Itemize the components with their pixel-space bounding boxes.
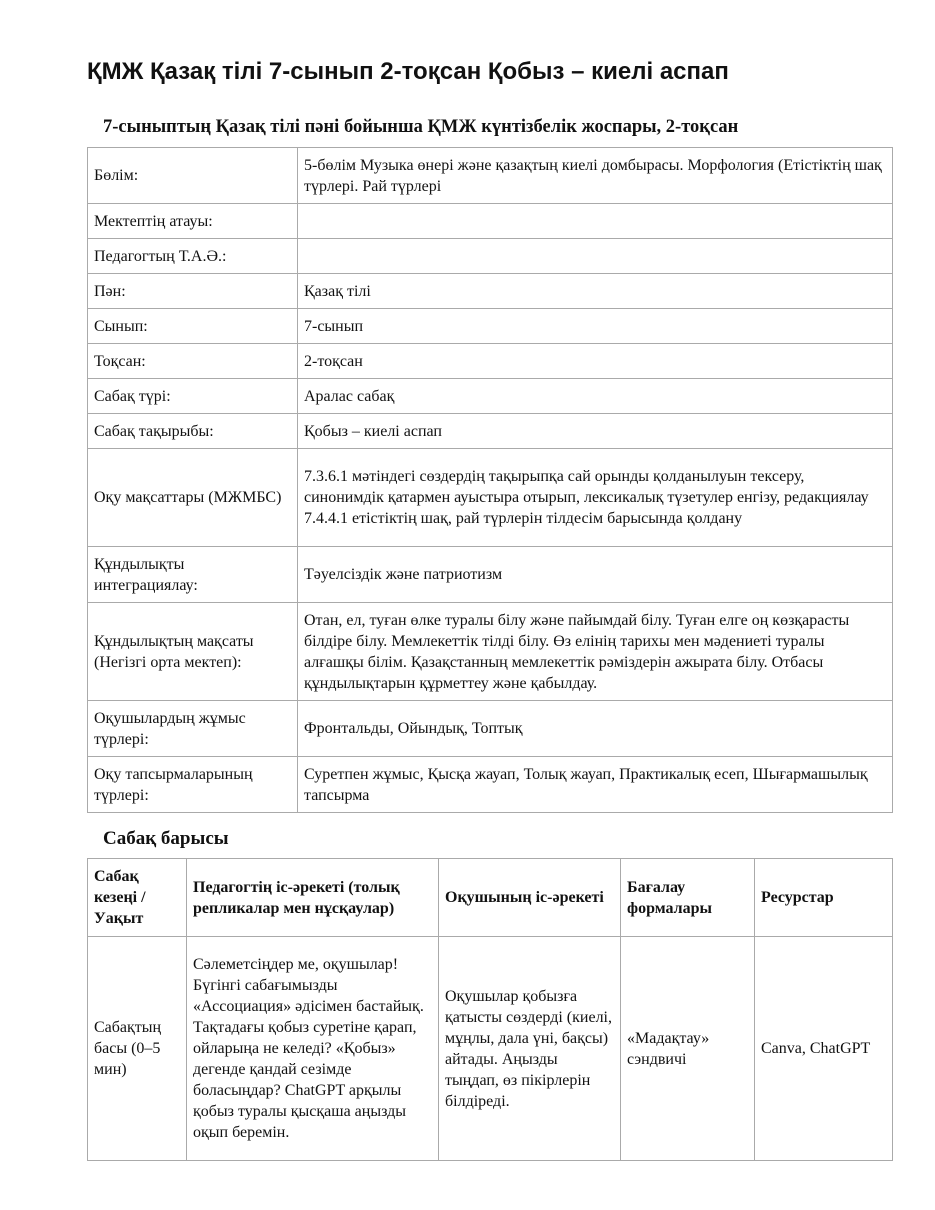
info-value: Тәуелсіздік және патриотизм bbox=[298, 547, 893, 603]
info-value bbox=[298, 204, 893, 239]
info-label: Оқу тапсырмаларының түрлері: bbox=[88, 757, 298, 813]
info-label: Оқушылардың жұмыс түрлері: bbox=[88, 701, 298, 757]
assessment-form: «Мадақтау» сэндвичі bbox=[621, 937, 755, 1161]
info-label: Сынып: bbox=[88, 309, 298, 344]
info-label: Оқу мақсаттары (МЖМБС) bbox=[88, 449, 298, 547]
header-stage: Сабақ кезеңі / Уақыт bbox=[88, 859, 187, 937]
info-row-lesson-topic bbox=[88, 414, 893, 449]
resources: Canva, ChatGPT bbox=[755, 937, 893, 1161]
teacher-activity: Сәлеметсіңдер ме, оқушылар! Бүгінгі сабағымызды «Ассоциация» әдісімен бастайық. Тақтадағы қобыз суретіне қарап, ойларыңа не келеді? «Қобыз» дегенде қандай сезімде боласыңдар? ChatGPT арқылы қобыз туралы қысқаша аңызды оқып беремін. bbox=[187, 937, 439, 1161]
lesson-info-table bbox=[87, 147, 893, 813]
info-label: Құндылықты интеграциялау: bbox=[88, 547, 298, 603]
info-value: Фронтальды, Ойындық, Топтық bbox=[298, 701, 893, 757]
lesson-row bbox=[88, 937, 893, 1161]
document-title: ҚМЖ Қазақ тілі 7-сынып 2-тоқсан Қобыз – киелі аспап bbox=[87, 58, 729, 85]
header-resources: Ресурстар bbox=[755, 859, 893, 937]
info-row-teacher bbox=[88, 239, 893, 274]
info-value: Суретпен жұмыс, Қысқа жауап, Толық жауап, Практикалық есеп, Шығармашылық тапсырма bbox=[298, 757, 893, 813]
lesson-progress-heading: Сабақ барысы bbox=[103, 828, 229, 849]
info-value: 5-бөлім Музыка өнері және қазақтың киелі домбырасы. Морфология (Етістіктің шақ түрлері. Рай түрлері bbox=[298, 148, 893, 204]
info-row-task-types bbox=[88, 757, 893, 813]
info-row-values bbox=[88, 547, 893, 603]
info-row-section bbox=[88, 148, 893, 204]
plan-subtitle: 7-сыныптың Қазақ тілі пәні бойынша ҚМЖ күнтізбелік жоспары, 2-тоқсан bbox=[103, 117, 739, 137]
info-value bbox=[298, 239, 893, 274]
info-row-lesson-type bbox=[88, 379, 893, 414]
info-value: Отан, ел, туған өлке туралы білу және пайымдай білу. Туған елге оң көзқарасты білдіре білу. Мемлекеттік тілді білу. Өз елінің тарихы мен мәдениеті туралы алғашқы білім. Қазақстанның мемлекеттік рәміздерін ажырата білу. Отбасы құндылықтарын құрметтеу және қабылдау. bbox=[298, 603, 893, 701]
info-label: Сабақ түрі: bbox=[88, 379, 298, 414]
info-row-quarter bbox=[88, 344, 893, 379]
info-row-school bbox=[88, 204, 893, 239]
info-value: 2-тоқсан bbox=[298, 344, 893, 379]
info-label: Бөлім: bbox=[88, 148, 298, 204]
info-label: Құндылықтың мақсаты (Негізгі орта мектеп): bbox=[88, 603, 298, 701]
info-value: Аралас сабақ bbox=[298, 379, 893, 414]
info-label: Сабақ тақырыбы: bbox=[88, 414, 298, 449]
info-row-subject bbox=[88, 274, 893, 309]
lesson-header-row bbox=[88, 859, 893, 937]
header-assessment: Бағалау формалары bbox=[621, 859, 755, 937]
info-value: Қобыз – киелі аспап bbox=[298, 414, 893, 449]
lesson-stage: Сабақтың басы (0–5 мин) bbox=[88, 937, 187, 1161]
student-activity: Оқушылар қобызға қатысты сөздерді (киелі, мұңлы, дала үні, бақсы) айтады. Аңызды тыңдап, өз пікірлерін білдіреді. bbox=[439, 937, 621, 1161]
header-student-activity: Оқушының іс-әрекеті bbox=[439, 859, 621, 937]
info-label: Педагогтың Т.А.Ә.: bbox=[88, 239, 298, 274]
info-value: Қазақ тілі bbox=[298, 274, 893, 309]
info-row-value-goals bbox=[88, 603, 893, 701]
info-label: Мектептің атауы: bbox=[88, 204, 298, 239]
header-teacher-activity: Педагогтің іс-әрекеті (толық репликалар мен нұсқаулар) bbox=[187, 859, 439, 937]
info-row-work-types bbox=[88, 701, 893, 757]
info-value: 7.3.6.1 мәтіндегі сөздердің тақырыпқа сай орынды қолданылуын тексеру, синонимдік қатармен ауыстыра отырып, лексикалық түзетулер енгізу, редакциялау 7.4.4.1 етістіктің шақ, рай түрлерін тілдесім барысында қолдану bbox=[298, 449, 893, 547]
info-label: Пән: bbox=[88, 274, 298, 309]
info-row-objectives bbox=[88, 449, 893, 547]
info-value: 7-сынып bbox=[298, 309, 893, 344]
info-row-grade bbox=[88, 309, 893, 344]
lesson-progress-table bbox=[87, 858, 893, 1161]
info-label: Тоқсан: bbox=[88, 344, 298, 379]
